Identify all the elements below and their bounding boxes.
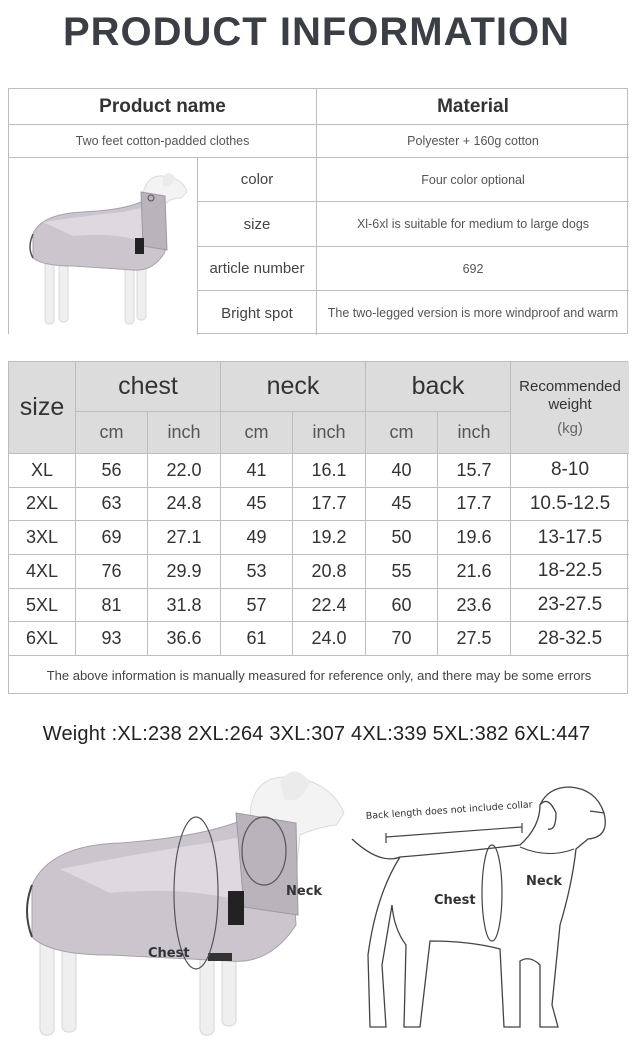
size-cell: 3XL [9, 521, 76, 555]
unit-inch: inch [148, 412, 221, 454]
unit-cm: cm [221, 412, 293, 454]
size-cell: XL [9, 454, 76, 488]
measure-cell: 19.2 [293, 521, 366, 555]
chest-header: chest [76, 362, 221, 412]
size-cell: 6XL [9, 622, 76, 656]
unit-inch: inch [293, 412, 366, 454]
product-name-value: Two feet cotton-padded clothes [9, 125, 317, 158]
measure-cell: 70 [366, 622, 438, 656]
weight-cell: 10.5-12.5 [511, 488, 629, 522]
weight-line: Weight :XL:238 2XL:264 3XL:307 4XL:339 5XL:382 6XL:447 [42, 723, 591, 745]
measure-cell: 24.8 [148, 488, 221, 522]
measure-cell: 23.6 [438, 589, 511, 623]
measure-cell: 27.5 [438, 622, 511, 656]
size-chart-table [8, 361, 628, 694]
measure-cell: 56 [76, 454, 148, 488]
measure-cell: 16.1 [293, 454, 366, 488]
measure-cell: 29.9 [148, 555, 221, 589]
weight-cell: 8-10 [511, 454, 629, 488]
measurement-note: The above information is manually measured for reference only, and there may be some errors [46, 668, 592, 683]
chest-label-right: Chest [434, 893, 476, 908]
measurement-illustration [0, 765, 633, 1051]
measure-cell: 21.6 [438, 555, 511, 589]
weight-cell: 18-22.5 [511, 555, 629, 589]
page-title: PRODUCT INFORMATION [62, 10, 571, 54]
measure-cell: 31.8 [148, 589, 221, 623]
size-header: size [9, 362, 76, 454]
rec-header-line1: Recommended [519, 377, 621, 395]
neck-ring [520, 847, 574, 854]
size-cell: 4XL [9, 555, 76, 589]
unit-cm: cm [366, 412, 438, 454]
chest-label-left: Chest [148, 946, 190, 961]
measure-cell: 93 [76, 622, 148, 656]
measure-cell: 45 [221, 488, 293, 522]
measurement-diagram [0, 765, 633, 1051]
measure-cell: 81 [76, 589, 148, 623]
measure-cell: 49 [221, 521, 293, 555]
measure-cell: 41 [221, 454, 293, 488]
weight-cell: 28-32.5 [511, 622, 629, 656]
row-label-color: color [198, 158, 317, 202]
weight-cell: 23-27.5 [511, 589, 629, 623]
neck-label-right: Neck [526, 874, 563, 889]
measure-cell: 76 [76, 555, 148, 589]
measure-cell: 60 [366, 589, 438, 623]
measure-cell: 63 [76, 488, 148, 522]
rec-header-line2: weight [548, 395, 592, 413]
measure-cell: 27.1 [148, 521, 221, 555]
measure-cell: 40 [366, 454, 438, 488]
back-length-line [386, 827, 522, 837]
product-info-table [8, 88, 628, 334]
chest-ring [482, 845, 502, 941]
dog-outline-icon [352, 787, 605, 1027]
measure-cell: 36.6 [148, 622, 221, 656]
measure-cell: 19.6 [438, 521, 511, 555]
measure-cell: 20.8 [293, 555, 366, 589]
measure-cell: 22.4 [293, 589, 366, 623]
unit-cm: cm [76, 412, 148, 454]
row-label-size: size [198, 202, 317, 247]
neck-label-left: Neck [286, 884, 323, 899]
measure-cell: 50 [366, 521, 438, 555]
measure-cell: 53 [221, 555, 293, 589]
row-value-size: Xl-6xl is suitable for medium to large dogs [317, 202, 629, 247]
back-length-label: Back length does not include collar [365, 799, 533, 822]
size-cell: 2XL [9, 488, 76, 522]
row-value-article-number: 692 [317, 247, 629, 291]
measure-cell: 22.0 [148, 454, 221, 488]
row-label-bright-spot: Bright spot [198, 291, 317, 335]
back-header: back [366, 362, 511, 412]
header-material: Material [317, 89, 629, 125]
measure-cell: 24.0 [293, 622, 366, 656]
size-cell: 5XL [9, 589, 76, 623]
dog-coat-image [9, 158, 198, 335]
material-value: Polyester + 160g cotton [317, 125, 629, 158]
measure-cell: 45 [366, 488, 438, 522]
header-product-name: Product name [9, 89, 317, 125]
weight-cell: 13-17.5 [511, 521, 629, 555]
measure-cell: 61 [221, 622, 293, 656]
dog-in-coat-icon [13, 162, 193, 332]
measure-cell: 55 [366, 555, 438, 589]
measure-cell: 17.7 [438, 488, 511, 522]
dog-photo-icon [27, 771, 344, 1035]
rec-header-unit: (kg) [557, 419, 583, 437]
recommended-weight-header [511, 362, 629, 454]
measure-cell: 17.7 [293, 488, 366, 522]
measure-cell: 69 [76, 521, 148, 555]
measure-cell: 57 [221, 589, 293, 623]
neck-header: neck [221, 362, 366, 412]
unit-inch: inch [438, 412, 511, 454]
row-value-bright-spot: The two-legged version is more windproof and warm [327, 306, 619, 320]
measure-cell: 15.7 [438, 454, 511, 488]
row-value-color: Four color optional [317, 158, 629, 202]
row-label-article-number: article number [198, 247, 317, 291]
